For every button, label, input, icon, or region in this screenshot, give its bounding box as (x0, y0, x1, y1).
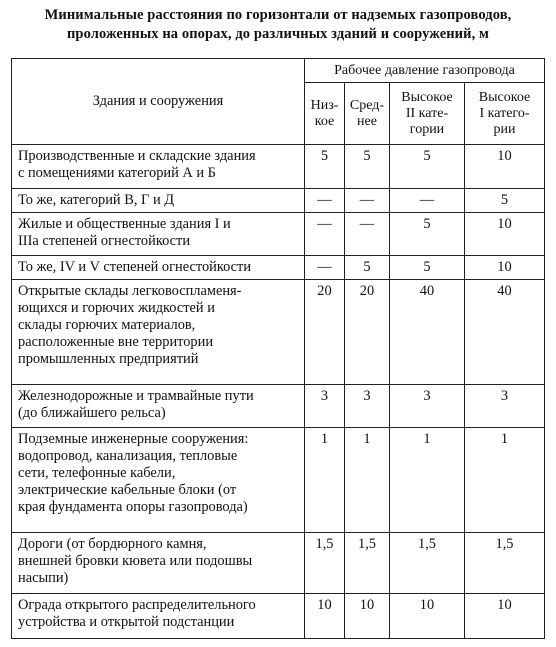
distance-value-cell: 5 (390, 213, 465, 256)
distance-value-cell: 1,5 (305, 533, 345, 594)
distance-value-cell: 5 (345, 145, 390, 189)
distance-value-cell: 10 (305, 594, 345, 639)
distance-value-cell: 10 (465, 213, 545, 256)
distance-value-cell: 1 (345, 428, 390, 533)
distance-value-cell: 1 (465, 428, 545, 533)
column-header-pressure-1: Сред- нее (345, 83, 390, 145)
distance-value-cell: 3 (345, 385, 390, 428)
distance-value-cell: 5 (345, 256, 390, 280)
building-type-cell: То же, IV и V степеней огнестойкости (12, 256, 305, 280)
distance-value-cell: 10 (465, 594, 545, 639)
distance-value-cell: 10 (465, 145, 545, 189)
table-row (12, 189, 545, 213)
distance-value-cell: 20 (305, 280, 345, 385)
building-type-cell: Производственные и складские здания с помещениями категорий А и Б (12, 145, 305, 189)
distance-value-cell: 10 (390, 594, 465, 639)
distance-value-cell: 5 (305, 145, 345, 189)
distance-value-cell: 3 (305, 385, 345, 428)
building-type-cell: Жилые и общественные здания I и IIIа степеней огнестойкости (12, 213, 305, 256)
table-row (12, 145, 545, 189)
distance-value-cell: — (345, 213, 390, 256)
title-line-2: проложенных на опорах, до различных зданий и сооружений, м (66, 26, 490, 42)
distance-value-cell: 5 (390, 256, 465, 280)
column-header-pressure-3: Высокое I катего- рии (465, 83, 545, 145)
building-type-cell: Железнодорожные и трамвайные пути (до ближайшего рельса) (12, 385, 305, 428)
distance-value-cell: 40 (465, 280, 545, 385)
table-row (12, 533, 545, 594)
column-header-pressure-0: Низ- кое (305, 83, 345, 145)
table-row (12, 428, 545, 533)
distance-value-cell: 10 (465, 256, 545, 280)
building-type-cell: Ограда открытого распределительного устройства и открытой подстанции (12, 594, 305, 639)
table-body (12, 145, 545, 639)
table-row (12, 385, 545, 428)
table-row (12, 213, 545, 256)
header-row-group (12, 59, 545, 83)
distance-value-cell: 20 (345, 280, 390, 385)
table-row (12, 594, 545, 639)
distance-value-cell: 1,5 (465, 533, 545, 594)
distance-value-cell: 3 (465, 385, 545, 428)
distance-value-cell: — (305, 213, 345, 256)
distance-value-cell: 1 (390, 428, 465, 533)
distance-value-cell: 5 (465, 189, 545, 213)
distance-value-cell: 1,5 (345, 533, 390, 594)
distances-table (11, 58, 545, 639)
distance-value-cell: 3 (390, 385, 465, 428)
column-header-pressure-2: Высокое II кате- гории (390, 83, 465, 145)
building-type-cell: Подземные инженерные сооружения: водопровод, канализация, тепловые сети, телефонные кабели, электрические кабельные блоки (от края фундамента опоры газопровода) (12, 428, 305, 533)
distance-value-cell: — (305, 256, 345, 280)
distance-value-cell: 5 (390, 145, 465, 189)
column-header-pressure-group: Рабочее давление газопровода (305, 59, 545, 83)
distance-value-cell: — (390, 189, 465, 213)
building-type-cell: Открытые склады легковоспламеня- ющихся и горючих жидкостей и склады горючих материалов, расположенные вне территории промышленных предприятий (12, 280, 305, 385)
distance-value-cell: 1 (305, 428, 345, 533)
building-type-cell: Дороги (от бордюрного камня, внешней бровки кювета или подошвы насыпи) (12, 533, 305, 594)
table-row (12, 280, 545, 385)
distance-value-cell: 1,5 (390, 533, 465, 594)
distance-value-cell: 10 (345, 594, 390, 639)
title-line-1: Минимальные расстояния по горизонтали от надземых газопроводов, (44, 7, 512, 23)
column-header-buildings: Здания и сооружения (12, 59, 305, 145)
distance-value-cell: — (305, 189, 345, 213)
document-title (0, 6, 556, 44)
building-type-cell: То же, категорий В, Г и Д (12, 189, 305, 213)
distance-value-cell: 40 (390, 280, 465, 385)
distance-value-cell: — (345, 189, 390, 213)
table-row (12, 256, 545, 280)
